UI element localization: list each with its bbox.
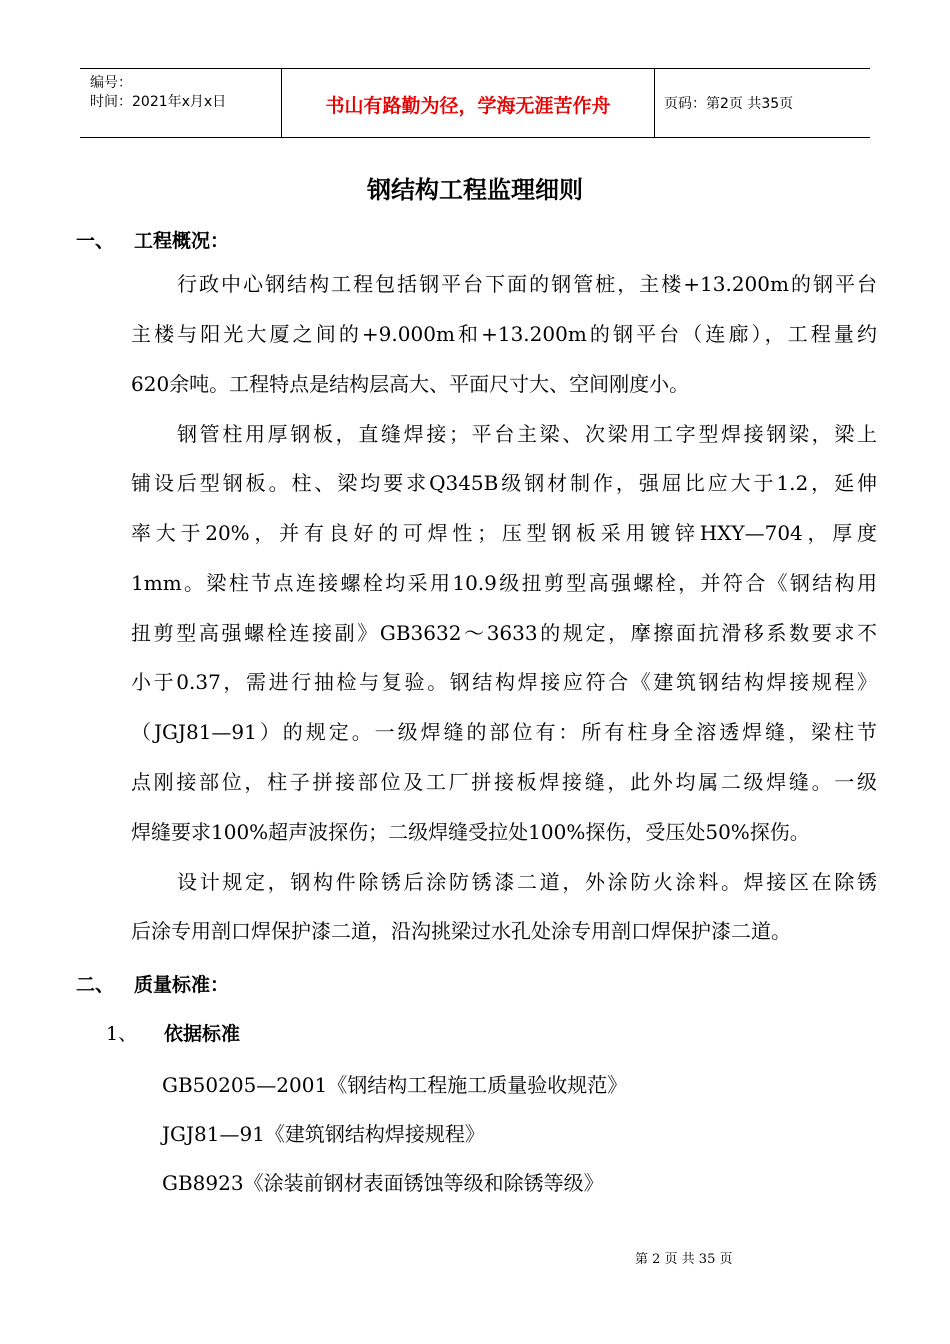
paragraph-line: 行政中心钢结构工程包括钢平台下面的钢管桩，主楼+13.200m的钢平台 <box>177 272 877 296</box>
header-page-info: 页码：第2页 共35页 <box>664 96 794 112</box>
paragraph-line: 1mm。梁柱节点连接螺栓均采用10.9级扭剪型高强螺栓，并符合《钢结构用 <box>131 571 877 595</box>
header-motto-cell <box>281 69 655 137</box>
paragraph-line: 620余吨。工程特点是结构层高大、平面尺寸大、空间刚度小。 <box>131 372 690 396</box>
subsection-number: 1、 <box>106 1023 138 1045</box>
section-1-title: 工程概况： <box>134 230 230 252</box>
paragraph-line: 设计规定，钢构件除锈后涂防锈漆二道，外涂防火涂料。焊接区在除锈 <box>177 870 877 894</box>
standard-item: GB8923《涂装前钢材表面锈蚀等级和除锈等级》 <box>162 1171 604 1195</box>
page-header <box>80 68 870 138</box>
paragraph-line: 主楼与阳光大厦之间的+9.000m和+13.200m的钢平台（连廊），工程量约 <box>131 322 877 346</box>
paragraph-line: 后涂专用剖口焊保护漆二道，沿沟挑梁过水孔处涂专用剖口焊保护漆二道。 <box>131 919 791 943</box>
paragraph-line: 点刚接部位，柱子拼接部位及工厂拼接板焊接缝，此外均属二级焊缝。一级 <box>131 770 877 794</box>
standard-item: JGJ81—91《建筑钢结构焊接规程》 <box>162 1122 485 1146</box>
header-motto: 书山有路勤为径，学海无涯苦作舟 <box>325 95 611 117</box>
paragraph-line: （JGJ81—91）的规定。一级焊缝的部位有：所有柱身全溶透焊缝，梁柱节 <box>131 720 877 744</box>
subsection-title: 依据标准 <box>164 1023 241 1045</box>
paragraph-line: 铺设后型钢板。柱、梁均要求Q345B级钢材制作，强屈比应大于1.2，延伸 <box>131 471 877 495</box>
paragraph-line: 钢管柱用厚钢板，直缝焊接；平台主梁、次梁用工字型焊接钢梁，梁上 <box>177 422 877 446</box>
section-1-number: 一、 <box>76 230 115 252</box>
paragraph-line: 小于0.37，需进行抽检与复验。钢结构焊接应符合《建筑钢结构焊接规程》 <box>131 670 877 694</box>
page-footer: 第 2 页 共 35 页 <box>635 1252 733 1267</box>
section-2-title: 质量标准： <box>134 974 230 996</box>
date-label: 时间：2021年x月x日 <box>90 94 227 110</box>
paragraph-line: 率大于20%，并有良好的可焊性；压型钢板采用镀锌HXY—704，厚度 <box>131 521 877 545</box>
paragraph-line: 焊缝要求100%超声波探伤；二级焊缝受拉处100%探伤，受压处50%探伤。 <box>131 820 810 844</box>
standard-item: GB50205—2001《钢结构工程施工质量验收规范》 <box>162 1073 628 1097</box>
document-title: 钢结构工程监理细则 <box>367 176 583 204</box>
header-meta <box>80 69 280 137</box>
code-label: 编号： <box>90 75 132 91</box>
section-2-number: 二、 <box>76 974 115 996</box>
paragraph-line: 扭剪型高强螺栓连接副》GB3632～3633的规定，摩擦面抗滑移系数要求不 <box>131 621 877 645</box>
